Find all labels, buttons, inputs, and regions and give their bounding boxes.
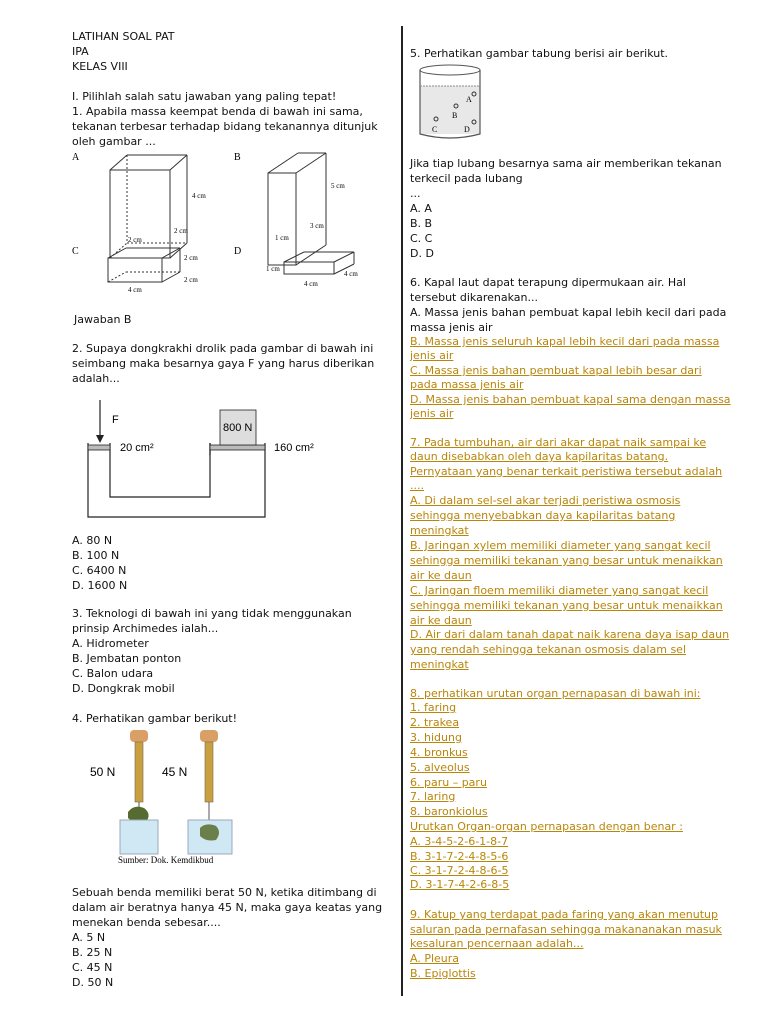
q4-option: B. 25 N: [72, 946, 113, 959]
q4-option: C. 45 N: [72, 961, 113, 974]
q7-line: Pernyataan yang benar terkait peristiwa tersebut adalah: [410, 465, 723, 478]
q8-line: 8. perhatikan urutan organ pernapasan di bawah ini:: [410, 687, 701, 700]
q6-option-line: pada massa jenis air: [410, 378, 524, 391]
box-d-width: 4 cm: [304, 280, 318, 288]
fig-label-c: C: [72, 246, 79, 257]
q5-text: Jika tiap lubang besarnya sama air memberikan tekanan: [410, 157, 722, 170]
q7-line: sehingga menyebabkan daya kapilaritas batang: [410, 509, 676, 522]
box-b-height: 5 cm: [331, 182, 345, 190]
right-hand: [200, 730, 218, 742]
header-title: LATIHAN SOAL PAT: [72, 30, 175, 43]
q7-line: C. Jaringan floem memiliki diameter yang sangat kecil: [410, 584, 709, 597]
q2-option: A. 80 N: [72, 534, 113, 547]
q7-line: ....: [410, 479, 424, 492]
left-reading: 50 N: [90, 765, 116, 779]
box-b-depth: 3 cm: [310, 222, 324, 230]
fig-label-b: B: [234, 152, 241, 163]
q7-line: B. Jaringan xylem memiliki diameter yang sangat kecil: [410, 539, 711, 552]
q6-line: A. Massa jenis bahan pembuat kapal lebih kecil dari pada: [410, 306, 727, 319]
right-piston: [210, 445, 265, 450]
q2-line: seimbang maka besarnya gaya F yang harus diberikan: [72, 357, 375, 370]
fig-label-d: D: [234, 246, 242, 257]
q1-line: tekanan terbesar terhadap bidang tekanannya ditunjuk: [72, 120, 378, 133]
header-class: KELAS VIII: [72, 60, 128, 73]
water-tube-figure: [416, 64, 486, 144]
box-c-width: 4 cm: [128, 286, 142, 294]
q5-option: B. B: [410, 217, 433, 230]
hydraulic-jack-figure: [80, 395, 350, 520]
section-instruction: I. Pilihlah salah satu jawaban yang paling tepat!: [72, 90, 337, 103]
weight-label: 800 N: [223, 422, 253, 434]
q7-line: air ke daun: [410, 569, 472, 582]
right-area-label: 160 cm²: [274, 442, 314, 454]
q3-option: B. Jembatan ponton: [72, 652, 182, 665]
q4-line: 4. Perhatikan gambar berikut!: [72, 712, 238, 725]
left-spring-balance: [135, 742, 143, 802]
header-subject: IPA: [72, 45, 89, 58]
q9-line: kesaluran pencernaan adalah...: [410, 937, 584, 950]
q1-line: oleh gambar ...: [72, 135, 156, 148]
q8-line: 2. trakea: [410, 716, 460, 729]
q6-line: 6. Kapal laut dapat terapung dipermukaan air. Hal: [410, 276, 686, 289]
box-b-width: 1 cm: [275, 234, 289, 242]
q8-line: 5. alveolus: [410, 761, 470, 774]
q3-line: 3. Teknologi di bawah ini yang tidak menggunakan: [72, 607, 352, 620]
q7-line: meningkat: [410, 658, 469, 671]
q6-option-line: D. Massa jenis bahan pembuat kapal sama dengan massa: [410, 393, 731, 406]
q7-line: D. Air dari dalam tanah dapat naik karena daya isap daun: [410, 628, 730, 641]
q5-option: C. C: [410, 232, 433, 245]
q8-line: C. 3-1-7-2-4-8-6-5: [410, 864, 509, 877]
hole-b-label: B: [452, 111, 458, 120]
q3-line: prinsip Archimedes ialah...: [72, 622, 219, 635]
q2-line: 2. Supaya dongkrakhi drolik pada gambar di bawah ini: [72, 342, 374, 355]
q8-line: 6. paru – paru: [410, 776, 487, 789]
q6-option-line: jenis air: [410, 407, 454, 420]
q3-option: A. Hidrometer: [72, 637, 149, 650]
q1-line: 1. Apabila massa keempat benda di bawah ini sama,: [72, 105, 363, 118]
q6-line: massa jenis air: [410, 321, 493, 334]
q8-line: 3. hidung: [410, 731, 462, 744]
figure-source: Sumber: Dok. Kemdikbud: [118, 855, 214, 865]
q8-line: A. 3-4-5-2-6-1-8-7: [410, 835, 509, 848]
right-spring-balance: [205, 742, 213, 802]
hole-a-label: A: [466, 95, 472, 104]
q7-line: sehingga memiliki tekanan yang besar untuk menaikkan: [410, 554, 723, 567]
left-beaker: [120, 820, 158, 854]
q9-line: saluran pada pernafasan sehingga makananakan masuk: [410, 923, 722, 936]
box-a-height: 4 cm: [192, 192, 206, 200]
q4-text: menekan benda sebesar....: [72, 916, 221, 929]
hole-d-label: D: [464, 125, 470, 134]
q2-option: C. 6400 N: [72, 564, 127, 577]
spring-balance-figure: [88, 728, 258, 868]
q6-option-line: jenis air: [410, 349, 454, 362]
q2-option: D. 1600 N: [72, 579, 128, 592]
q5-option: A. A: [410, 202, 432, 215]
q8-line: 1. faring: [410, 701, 457, 714]
q8-line: Urutkan Organ-organ pernapasan dengan benar :: [410, 820, 683, 833]
q4-option: D. 50 N: [72, 976, 114, 989]
fig-label-a: A: [72, 152, 80, 163]
water: [420, 86, 480, 134]
left-hand: [130, 730, 148, 742]
column-divider: [401, 26, 403, 996]
force-label: F: [112, 414, 119, 426]
q2-option: B. 100 N: [72, 549, 120, 562]
box-c-depth: 2 cm: [184, 276, 198, 284]
q8-line: 4. bronkus: [410, 746, 468, 759]
q9-line: 9. Katup yang terdapat pada faring yang akan menutup: [410, 908, 718, 921]
q2-line: adalah...: [72, 372, 120, 385]
box-c-height: 2 cm: [184, 254, 198, 262]
q7-line: sehingga memiliki tekanan yang besar untuk menaikkan: [410, 599, 723, 612]
q7-line: meningkat: [410, 524, 469, 537]
left-area-label: 20 cm²: [120, 442, 154, 454]
q7-line: 7. Pada tumbuhan, air dari akar dapat naik sampai ke: [410, 436, 707, 449]
q1-answer: Jawaban B: [74, 313, 132, 326]
q3-option: C. Balon udara: [72, 667, 154, 680]
q7-line: air ke daun: [410, 614, 472, 627]
box-d-height: 1 cm: [266, 265, 280, 273]
q5-option: D. D: [410, 247, 434, 260]
q1-flat-boxes-figure: [72, 240, 392, 300]
q7-line: yang rendah sehingga tekanan osmosis dalam sel: [410, 643, 686, 656]
q7-line: A. Di dalam sel-sel akar terjadi peristiwa osmosis: [410, 494, 681, 507]
q6-line: tersebut dikarenakan...: [410, 291, 538, 304]
q6-option-line: B. Massa jenis seluruh kapal lebih kecil dari pada massa: [410, 335, 720, 348]
box-d-depth: 4 cm: [344, 270, 358, 278]
q3-option: D. Dongkrak mobil: [72, 682, 175, 695]
q4-text: Sebuah benda memiliki berat 50 N, ketika ditimbang di: [72, 886, 377, 899]
q6-option-line: C. Massa jenis bahan pembuat kapal lebih besar dari: [410, 364, 702, 377]
q5-text: ...: [410, 187, 421, 200]
q5-line: 5. Perhatikan gambar tabung berisi air berikut.: [410, 47, 669, 60]
q7-line: daun disebabkan oleh daya kapilaritas batang.: [410, 450, 669, 463]
q8-line: 7. laring: [410, 790, 456, 803]
q8-line: D. 3-1-7-4-2-6-8-5: [410, 878, 510, 891]
q8-line: B. 3-1-7-2-4-8-5-6: [410, 850, 509, 863]
box-a-width: 2 cm: [128, 236, 142, 244]
q9-line: A. Pleura: [410, 952, 460, 965]
q9-line: B. Epiglottis: [410, 967, 476, 980]
box-a-depth: 2 cm: [174, 227, 188, 235]
force-arrow: [96, 435, 104, 443]
left-piston: [88, 445, 110, 450]
q4-option: A. 5 N: [72, 931, 106, 944]
q8-line: 8. baronkiolus: [410, 805, 488, 818]
q5-text: terkecil pada lubang: [410, 172, 523, 185]
q4-text: dalam air beratnya hanya 45 N, maka gaya keatas yang: [72, 901, 383, 914]
right-stone: [200, 824, 219, 840]
right-reading: 45 N: [162, 765, 188, 779]
hole-c-label: C: [432, 125, 438, 134]
